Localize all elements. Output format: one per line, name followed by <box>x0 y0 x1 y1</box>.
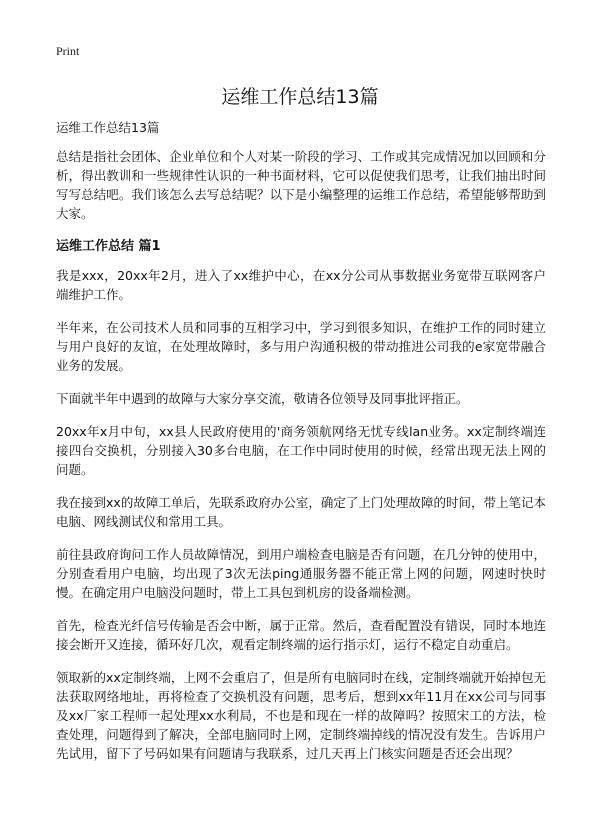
section-heading: 运维工作总结 篇1 <box>56 239 161 254</box>
document-subtitle: 运维工作总结13篇 <box>56 120 160 135</box>
page-title: 运维工作总结13篇 <box>221 86 379 108</box>
paragraph: 下面就半年中遇到的故障与大家分享交流，敬请各位领导及同事批评指正。 <box>56 391 469 406</box>
paragraph: 前往县政府询问工作人员故障情况，到用户端检查电脑是否有问题，在几分钟的使用中，分别查看用户电脑，均出现了3次无法ping通服务器不能正常上网的问题，网速时快时慢。在确定用户电脑没问题时，带上工具包到机房的设备端检测。 <box>56 547 546 600</box>
document-content <box>56 118 546 777</box>
print-label: Print <box>56 44 80 58</box>
paragraph: 领取新的xx定制终端，上网不会重启了，但是所有电脑同时在线，定制终端就开始掉包无法获取网络地址，再将检查了交换机没有问题，思考后，想到xx年11月在xx公司与同事及xx厂家工程师一起处理xx水利局，不也是和现在一样的故障吗？按照宋工的方法，检查处理，问题得到了解决，全部电脑同时上网，定制终端掉线的情况没有发生。告诉用户先试用，留下了号码如果有问题请与我联系，过几天再上门核实问题是否还会出现？ <box>56 670 546 761</box>
paragraph: 首先，检查光纤信号传输是否会中断，属于正常。然后，查看配置没有错误，同时本地连接会断开又连接，循环好几次，观看定制终端的运行指示灯，运行不稳定自动重启。 <box>56 618 546 652</box>
paragraph: 我是xxx，20xx年2月，进入了xx维护中心，在xx分公司从事数据业务宽带互联网客户端维护工作。 <box>56 268 546 302</box>
paragraph: 我在接到xx的故障工单后，先联系政府办公室，确定了上门处理故障的时间，带上笔记本电脑、网线测试仪和常用工具。 <box>56 495 546 529</box>
paragraph: 半年来，在公司技术人员和同事的互相学习中，学习到很多知识，在维护工作的同时建立与用户良好的友谊，在处理故障时，多与用户沟通积极的带动推进公司我的e家宽带融合业务的发展。 <box>56 320 546 373</box>
intro-paragraph: 总结是指社会团体、企业单位和个人对某一阶段的学习、工作或其完成情况加以回顾和分析，得出教训和一些规律性认识的一种书面材料，它可以促使我们思考，让我们抽出时间写写总结吧。我们该怎么去写总结呢？以下是小编整理的运维工作总结，希望能够帮助到大家。 <box>56 149 546 221</box>
paragraph: 20xx年x月中旬，xx县人民政府使用的'商务领航网络无忧专线lan业务。xx定制终端连接四台交换机，分别接入30多台电脑，在工作中同时使用的时候，经常出现无法上网的问题。 <box>56 424 546 477</box>
